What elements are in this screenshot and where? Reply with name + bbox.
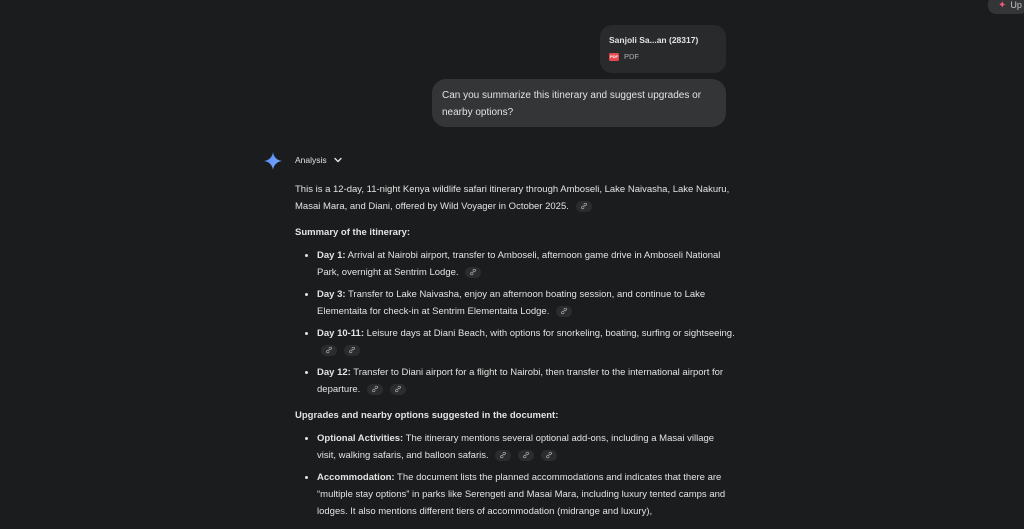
analysis-label: Analysis [295, 155, 327, 165]
pdf-icon: PDF [610, 54, 618, 59]
attachment-card[interactable] [600, 25, 726, 73]
list-item [317, 286, 735, 320]
source-link-icon[interactable] [344, 345, 360, 356]
item-text: The itinerary mentions several optional add-ons, including a Masai village visit, walking safaris, and balloon safaris. [317, 433, 715, 461]
top-chip-label: Up [1010, 0, 1022, 10]
attachment-file-type-row [609, 52, 717, 61]
item-text: Leisure days at Diani Beach, with options for snorkeling, boating, surfing or sightseeing. [364, 328, 735, 339]
attachment-file-type: PDF [624, 52, 639, 61]
upgrades-heading: Upgrades and nearby options suggested in the document: [295, 410, 559, 421]
source-link-icon[interactable] [576, 201, 592, 212]
list-item [317, 325, 735, 359]
intro-text: This is a 12-day, 11-night Kenya wildlife safari itinerary through Amboseli, Lake Naivasha, Lake Nakuru, Masai Mara, and Diani, offered by Wild Voyager in October 2025. [295, 184, 730, 212]
summary-heading: Summary of the itinerary: [295, 227, 411, 238]
item-title: Day 12: [317, 367, 351, 378]
list-item [317, 364, 735, 398]
item-text: Transfer to Diani airport for a flight to Nairobi, then transfer to the international airport for departure. [317, 367, 724, 395]
upgrades-list [295, 430, 735, 520]
list-item [317, 247, 735, 281]
item-title: Optional Activities: [317, 433, 404, 444]
item-text: Arrival at Nairobi airport, transfer to Amboseli, afternoon game drive in Amboseli National Park, overnight at Sentrim Lodge. [317, 250, 721, 278]
attachment-file-name: Sanjoli Sa...an (28317) [609, 35, 699, 45]
item-title: Day 3: [317, 289, 346, 300]
response-body [295, 181, 735, 529]
source-link-icon[interactable] [556, 306, 572, 317]
source-link-icon[interactable] [367, 384, 383, 395]
chevron-down-icon [333, 155, 343, 165]
item-text: The document lists the planned accommodations and indicates that there are “multiple stay options” in parks like Serengeti and Masai Mara, including luxury tented camps and lodges. It also mentions different tiers of accommodation (midrange and luxury), [317, 472, 726, 517]
list-item [317, 430, 735, 464]
response-intro [295, 181, 735, 215]
item-title: Accommodation: [317, 472, 395, 483]
source-link-icon[interactable] [541, 450, 557, 461]
item-text: Transfer to Lake Naivasha, enjoy an afternoon boating session, and continue to Lake Elementaita for check-in at Sentrim Elementaita Lodge. [317, 289, 706, 317]
item-title: Day 10-11: [317, 328, 365, 339]
sparkle-icon: ✦ [998, 0, 1007, 11]
source-link-icon[interactable] [390, 384, 406, 395]
summary-list [295, 247, 735, 398]
source-link-icon[interactable] [495, 450, 511, 461]
source-link-icon[interactable] [518, 450, 534, 461]
analysis-toggle[interactable] [295, 155, 343, 165]
source-link-icon[interactable] [465, 267, 481, 278]
list-item [317, 469, 735, 520]
item-title: Day 1: [317, 250, 346, 261]
top-right-chip[interactable] [988, 0, 1024, 14]
source-link-icon[interactable] [321, 345, 337, 356]
user-message-bubble: Can you summarize this itinerary and suggest upgrades or nearby options? [432, 79, 726, 127]
gemini-sparkle-icon [264, 152, 282, 170]
